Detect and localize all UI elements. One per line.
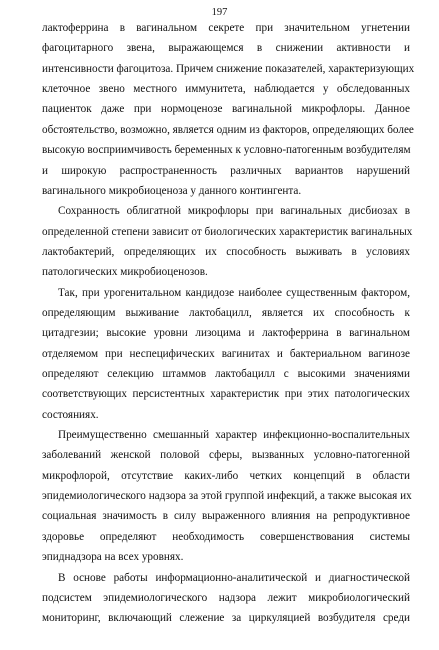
text-line: заболеваний женской половой сферы, вызванных условно-патогенной [42,449,410,462]
text-line: В основе работы информационно-аналитической и диагностической [58,571,410,584]
text-line: и широкую распространенность различных вариантов нарушений [42,164,410,177]
text-line: Так, при урогенитальном кандидозе наиболее существенным фактором, [58,286,410,299]
text-line: патологических микробиоценозов. [42,266,208,279]
text-line: фагоцитарного звена, выражающемся в снижении активности и [42,42,410,55]
text-line: Преимущественно смешанный характер инфекционно-воспалительных [58,429,410,441]
text-line: определяющим выживание лактобацилл, является их способность к [42,306,410,319]
text-line: эпидемиологического надзора за этой группой инфекций, а также высокая их [42,490,412,503]
text-line: высокую восприимчивость беременных к условно-патогенным возбудителям [42,144,411,157]
text-line: мониторинг, включающий слежение за циркуляцией возбудителя среди [42,612,410,625]
text-line: подсистем эпидемиологического надзора лежит микробиологический [42,591,410,604]
text-line: микрофлорой, отсутствие каких-либо четких концепций в области [42,469,410,482]
text-line: соответствующих персистентных характеристик при этих патологических [42,388,410,401]
text-line: социальная значимость в силу выраженного влияния на репродуктивное [42,510,410,523]
text-line: отделяемом при неспецифических вагинитах и бактериальном вагинозе [42,347,410,360]
text-line: состояниях. [42,408,99,421]
text-line: лактобактерий, определяющих их способность выживать в условиях [42,245,410,258]
text-line: эпиднадзора на всех уровнях. [42,551,184,564]
text-line: лактоферрина в вагинальном секрете при значительном угнетении [42,22,410,34]
text-line: цитадгезии; высокие уровни лизоцима и лактоферрина в вагинальном [42,327,410,340]
page-number: 197 [211,7,228,18]
text-line: интенсивности фагоцитоза. Причем снижение показателей, характеризующих [42,62,415,75]
text-line: здоровье определяют необходимость совершенствования системы [42,530,410,543]
text-line: клеточное звено местного иммунитета, наблюдается у обследованных [42,83,410,96]
text-line: Сохранность облигатной микрофлоры при вагинальных дисбиозах в [58,205,410,218]
text-line: пациенток даже при нормоценозе вагинальной микрофлоры. Данное [42,103,410,116]
text-line: вагинального микробиоценоза у данного контингента. [42,184,302,197]
text-line: определяют селекцию штаммов лактобацилл с высокими значениями [42,368,410,380]
text-line: обстоятельство, возможно, является одним из факторов, определяющих более [42,123,414,136]
text-line: определенной степени зависит от биологических характеристик вагинальных [42,225,413,238]
